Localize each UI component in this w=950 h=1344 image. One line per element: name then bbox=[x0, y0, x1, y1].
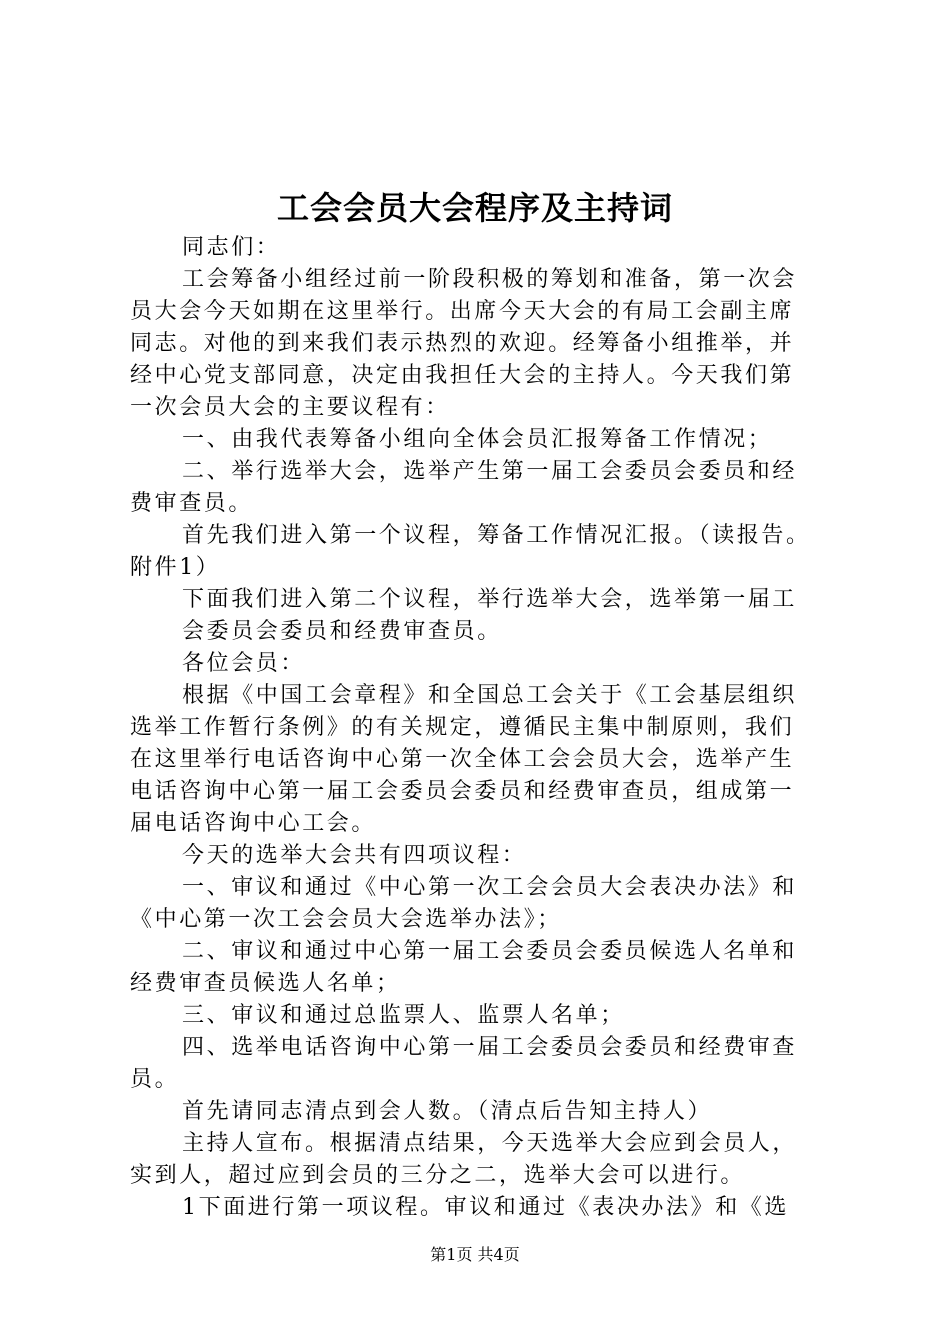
body-line: 员。 bbox=[130, 1067, 180, 1092]
body-line: 选举工作暂行条例》的有关规定，遵循民主集中制原则，我们 bbox=[130, 715, 795, 740]
body-line: 各位会员： bbox=[182, 651, 306, 676]
page-footer: 第1页 共4页 bbox=[430, 1245, 520, 1264]
body-line: 届电话咨询中心工会。 bbox=[130, 811, 377, 836]
body-line: 首先请同志清点到会人数。（清点后告知主持人） bbox=[182, 1099, 713, 1124]
body-line: 首先我们进入第一个议程，筹备工作情况汇报。（读报告。 bbox=[182, 523, 811, 548]
body-line: 根据《中国工会章程》和全国总工会关于《工会基层组织 bbox=[182, 683, 798, 708]
body-line: 二、审议和通过中心第一届工会委员会委员候选人名单和 bbox=[182, 939, 798, 964]
body-line: 员大会今天如期在这里举行。出席今天大会的有局工会副主席 bbox=[130, 299, 795, 324]
body-line: 会委员会委员和经费审查员。 bbox=[182, 619, 502, 644]
body-line: 主持人宣布。根据清点结果，今天选举大会应到会员人， bbox=[182, 1131, 798, 1156]
body-line: 《中心第一次工会会员大会选举办法》； bbox=[130, 907, 562, 932]
body-line: 在这里举行电话咨询中心第一次全体工会会员大会，选举产生 bbox=[130, 747, 795, 772]
body-line: 电话咨询中心第一届工会委员会委员和经费审查员，组成第一 bbox=[130, 779, 795, 804]
body-line: 今天的选举大会共有四项议程： bbox=[182, 843, 527, 868]
body-line: 经中心党支部同意，决定由我担任大会的主持人。今天我们第 bbox=[130, 363, 795, 388]
body-line: 费审查员。 bbox=[130, 491, 254, 516]
body-line: 一、审议和通过《中心第一次工会会员大会表决办法》和 bbox=[182, 875, 798, 900]
body-line: 同志们： bbox=[182, 235, 281, 260]
document-title: 工会会员大会程序及主持词 bbox=[276, 189, 673, 227]
body-line: 下面我们进入第二个议程，举行选举大会，选举第一届工 bbox=[182, 587, 798, 612]
body-line: 一次会员大会的主要议程有： bbox=[130, 395, 450, 420]
body-line: 二、举行选举大会，选举产生第一届工会委员会委员和经 bbox=[182, 459, 798, 484]
body-line: 四、选举电话咨询中心第一届工会委员会委员和经费审查 bbox=[182, 1035, 798, 1060]
document-body bbox=[130, 232, 850, 1224]
body-line: 三、审议和通过总监票人、监票人名单； bbox=[182, 1003, 625, 1028]
body-line: 工会筹备小组经过前一阶段积极的筹划和准备，第一次会 bbox=[182, 267, 798, 292]
body-line: 附件1） bbox=[130, 555, 221, 580]
body-line: 经费审查员候选人名单； bbox=[130, 971, 401, 996]
body-line: 一、由我代表筹备小组向全体会员汇报筹备工作情况； bbox=[182, 427, 773, 452]
body-line: 1下面进行第一项议程。审议和通过《表决办法》和《选 bbox=[182, 1195, 789, 1220]
body-line: 同志。对他的到来我们表示热烈的欢迎。经筹备小组推举，并 bbox=[130, 331, 795, 356]
body-line: 实到人，超过应到会员的三分之二，选举大会可以进行。 bbox=[130, 1163, 746, 1188]
